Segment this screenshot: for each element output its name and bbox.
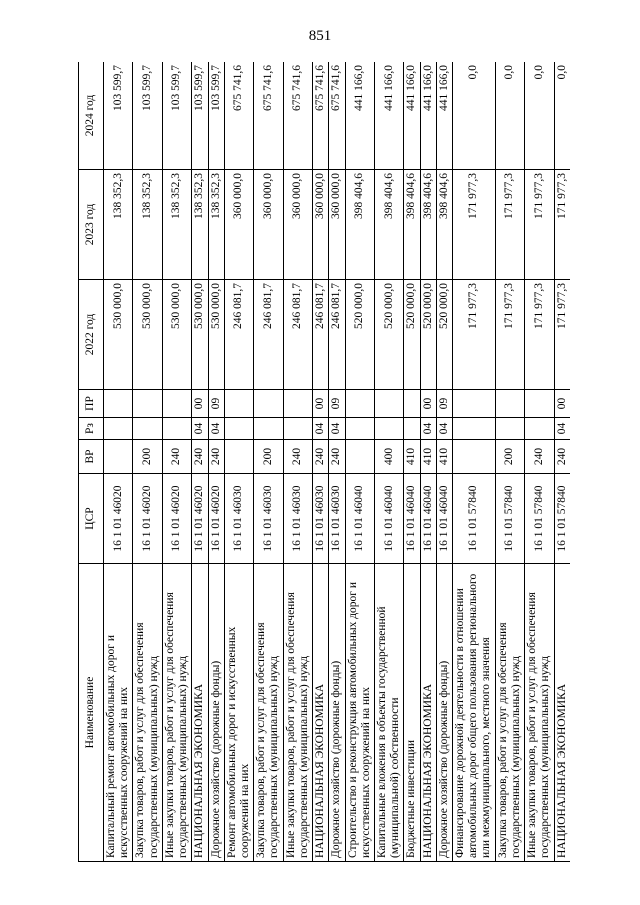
cell-2023: 360 000,0 [283,170,312,280]
column-header-vr: ВР [79,440,104,474]
cell-csr: 16 1 01 46040 [420,474,436,564]
cell-vr: 240 [283,440,312,474]
cell-2023: 360 000,0 [254,170,283,280]
cell-rz: 04 [554,418,570,440]
cell-2023: 398 404,6 [404,170,420,280]
table-row [254,62,283,862]
cell-pr [283,390,312,418]
table-row [495,62,524,862]
cell-rz [283,418,312,440]
cell-2022: 520 000,0 [420,280,436,390]
cell-name: Финансирование дорожной деятельности в отношении автомобильных дорог общего пользования регионального или межмуниципального, местного значения [453,564,496,862]
cell-2024: 675 741,6 [283,62,312,170]
cell-name: Дорожное хозяйство (дорожные фонды) [436,564,452,862]
cell-vr: 200 [495,440,524,474]
column-header-rz: Рз [79,418,104,440]
cell-2024: 0,0 [554,62,570,170]
table-row [133,62,162,862]
cell-2024: 441 166,0 [404,62,420,170]
cell-csr: 16 1 01 46040 [374,474,403,564]
cell-vr [345,440,374,474]
cell-2023: 138 352,3 [133,170,162,280]
cell-2024: 441 166,0 [374,62,403,170]
cell-2022: 530 000,0 [133,280,162,390]
cell-rz [404,418,420,440]
cell-pr: 09 [329,390,345,418]
cell-csr: 16 1 01 46030 [313,474,329,564]
page-number: 851 [308,28,332,44]
budget-table-container [78,62,570,862]
cell-2024: 103 599,7 [104,62,133,170]
cell-pr [374,390,403,418]
cell-pr [345,390,374,418]
cell-pr [224,390,253,418]
cell-2022: 530 000,0 [162,280,191,390]
cell-2022: 520 000,0 [374,280,403,390]
cell-rz: 04 [436,418,452,440]
cell-rz [374,418,403,440]
cell-name: Капитальные вложения в объекты государственной (муниципальной) собственности [374,564,403,862]
table-row [554,62,570,862]
cell-name: Капитальный ремонт автомобильных дорог и искусственных сооружений на них [104,564,133,862]
cell-csr: 16 1 01 46030 [254,474,283,564]
cell-name: Иные закупки товаров, работ и услуг для обеспечения государственных (муниципальных) нужд [525,564,554,862]
cell-name: Дорожное хозяйство (дорожные фонды) [329,564,345,862]
cell-2023: 360 000,0 [224,170,253,280]
cell-rz: 04 [313,418,329,440]
cell-vr [453,440,496,474]
cell-2024: 675 741,6 [329,62,345,170]
cell-name: Строительство и реконструкция автомобильных дорог и искусственных сооружений на них [345,564,374,862]
cell-pr [495,390,524,418]
cell-rz: 04 [192,418,208,440]
cell-2022: 520 000,0 [436,280,452,390]
cell-2024: 103 599,7 [192,62,208,170]
cell-2024: 0,0 [495,62,524,170]
cell-2022: 530 000,0 [208,280,224,390]
cell-csr: 16 1 01 57840 [495,474,524,564]
cell-2023: 138 352,3 [104,170,133,280]
cell-2024: 103 599,7 [208,62,224,170]
table-row [404,62,420,862]
cell-vr: 240 [329,440,345,474]
cell-vr: 410 [436,440,452,474]
cell-2024: 441 166,0 [420,62,436,170]
table-body [104,62,571,862]
cell-name: Иные закупки товаров, работ и услуг для обеспечения государственных (муниципальных) нужд [162,564,191,862]
cell-2022: 520 000,0 [404,280,420,390]
cell-2023: 171 977,3 [525,170,554,280]
cell-2022: 520 000,0 [345,280,374,390]
cell-name: Ремонт автомобильных дорог и искусственных сооружений на них [224,564,253,862]
column-header-csr: ЦСР [79,474,104,564]
cell-pr [162,390,191,418]
cell-2022: 171 977,3 [554,280,570,390]
cell-pr [104,390,133,418]
cell-pr [404,390,420,418]
cell-2022: 246 081,7 [254,280,283,390]
cell-csr: 16 1 01 46030 [224,474,253,564]
cell-csr: 16 1 01 46020 [133,474,162,564]
cell-rz [345,418,374,440]
cell-vr: 200 [254,440,283,474]
cell-vr: 240 [162,440,191,474]
cell-vr: 410 [404,440,420,474]
cell-pr [133,390,162,418]
table-row [104,62,133,862]
cell-2023: 360 000,0 [329,170,345,280]
cell-2022: 530 000,0 [192,280,208,390]
column-header-name: Наименование [79,564,104,862]
table-row [345,62,374,862]
cell-2022: 171 977,3 [525,280,554,390]
cell-2024: 103 599,7 [133,62,162,170]
cell-pr: 00 [313,390,329,418]
cell-rz [254,418,283,440]
cell-rz [453,418,496,440]
table-row [283,62,312,862]
cell-2023: 398 404,6 [420,170,436,280]
cell-2024: 441 166,0 [436,62,452,170]
cell-2023: 398 404,6 [374,170,403,280]
cell-csr: 16 1 01 46030 [329,474,345,564]
table-row [162,62,191,862]
cell-2022: 246 081,7 [313,280,329,390]
cell-pr: 00 [192,390,208,418]
cell-name: НАЦИОНАЛЬНАЯ ЭКОНОМИКА [554,564,570,862]
table-row [453,62,496,862]
cell-rz [495,418,524,440]
cell-vr: 410 [420,440,436,474]
cell-2022: 246 081,7 [329,280,345,390]
cell-2022: 530 000,0 [104,280,133,390]
cell-2023: 171 977,3 [554,170,570,280]
table-row [224,62,253,862]
cell-name: Дорожное хозяйство (дорожные фонды) [208,564,224,862]
cell-pr [453,390,496,418]
cell-2022: 171 977,3 [453,280,496,390]
cell-pr: 00 [420,390,436,418]
cell-2024: 441 166,0 [345,62,374,170]
cell-2024: 0,0 [525,62,554,170]
cell-csr: 16 1 01 57840 [554,474,570,564]
cell-pr: 09 [436,390,452,418]
cell-2023: 398 404,6 [436,170,452,280]
cell-2024: 103 599,7 [162,62,191,170]
cell-name: НАЦИОНАЛЬНАЯ ЭКОНОМИКА [420,564,436,862]
cell-name: Закупка товаров, работ и услуг для обеспечения государственных (муниципальных) нужд [133,564,162,862]
cell-csr: 16 1 01 57840 [453,474,496,564]
cell-rz: 04 [329,418,345,440]
cell-csr: 16 1 01 46040 [404,474,420,564]
cell-2024: 0,0 [453,62,496,170]
cell-rz [104,418,133,440]
cell-name: Иные закупки товаров, работ и услуг для обеспечения государственных (муниципальных) нужд [283,564,312,862]
cell-vr: 240 [313,440,329,474]
column-header-2024: 2024 год [79,62,104,170]
table-row [192,62,208,862]
cell-vr: 240 [525,440,554,474]
cell-csr: 16 1 01 46020 [208,474,224,564]
column-header-2023: 2023 год [79,170,104,280]
budget-table [78,62,570,862]
cell-vr: 200 [133,440,162,474]
table-row [420,62,436,862]
cell-csr: 16 1 01 46040 [436,474,452,564]
cell-2022: 171 977,3 [495,280,524,390]
cell-name: Бюджетные инвестиции [404,564,420,862]
cell-pr [254,390,283,418]
table-row [208,62,224,862]
cell-csr: 16 1 01 46040 [345,474,374,564]
table-row [313,62,329,862]
cell-csr: 16 1 01 46020 [192,474,208,564]
cell-2022: 246 081,7 [283,280,312,390]
cell-pr: 00 [554,390,570,418]
cell-2024: 675 741,6 [254,62,283,170]
cell-2023: 360 000,0 [313,170,329,280]
cell-rz [162,418,191,440]
cell-rz [525,418,554,440]
cell-2023: 138 352,3 [162,170,191,280]
cell-vr: 240 [192,440,208,474]
cell-csr: 16 1 01 46020 [162,474,191,564]
cell-2024: 675 741,6 [224,62,253,170]
cell-rz [133,418,162,440]
column-header-2022: 2022 год [79,280,104,390]
cell-2024: 675 741,6 [313,62,329,170]
cell-csr: 16 1 01 57840 [525,474,554,564]
table-row [374,62,403,862]
cell-vr [224,440,253,474]
cell-name: Закупка товаров, работ и услуг для обеспечения государственных (муниципальных) нужд [495,564,524,862]
table-row [329,62,345,862]
table-row [436,62,452,862]
cell-2023: 138 352,3 [208,170,224,280]
cell-2023: 138 352,3 [192,170,208,280]
cell-name: НАЦИОНАЛЬНАЯ ЭКОНОМИКА [313,564,329,862]
column-header-pr: ПР [79,390,104,418]
cell-name: НАЦИОНАЛЬНАЯ ЭКОНОМИКА [192,564,208,862]
cell-pr: 09 [208,390,224,418]
cell-csr: 16 1 01 46030 [283,474,312,564]
cell-2023: 171 977,3 [495,170,524,280]
cell-rz [224,418,253,440]
table-row [525,62,554,862]
cell-2023: 171 977,3 [453,170,496,280]
cell-vr: 240 [208,440,224,474]
cell-2022: 246 081,7 [224,280,253,390]
cell-vr: 240 [554,440,570,474]
table-header-row [79,62,104,862]
cell-rz: 04 [420,418,436,440]
cell-vr [104,440,133,474]
cell-rz: 04 [208,418,224,440]
cell-2023: 398 404,6 [345,170,374,280]
cell-csr: 16 1 01 46020 [104,474,133,564]
cell-name: Закупка товаров, работ и услуг для обеспечения государственных (муниципальных) нужд [254,564,283,862]
cell-vr: 400 [374,440,403,474]
cell-pr [525,390,554,418]
rotated-table-region [78,62,570,862]
